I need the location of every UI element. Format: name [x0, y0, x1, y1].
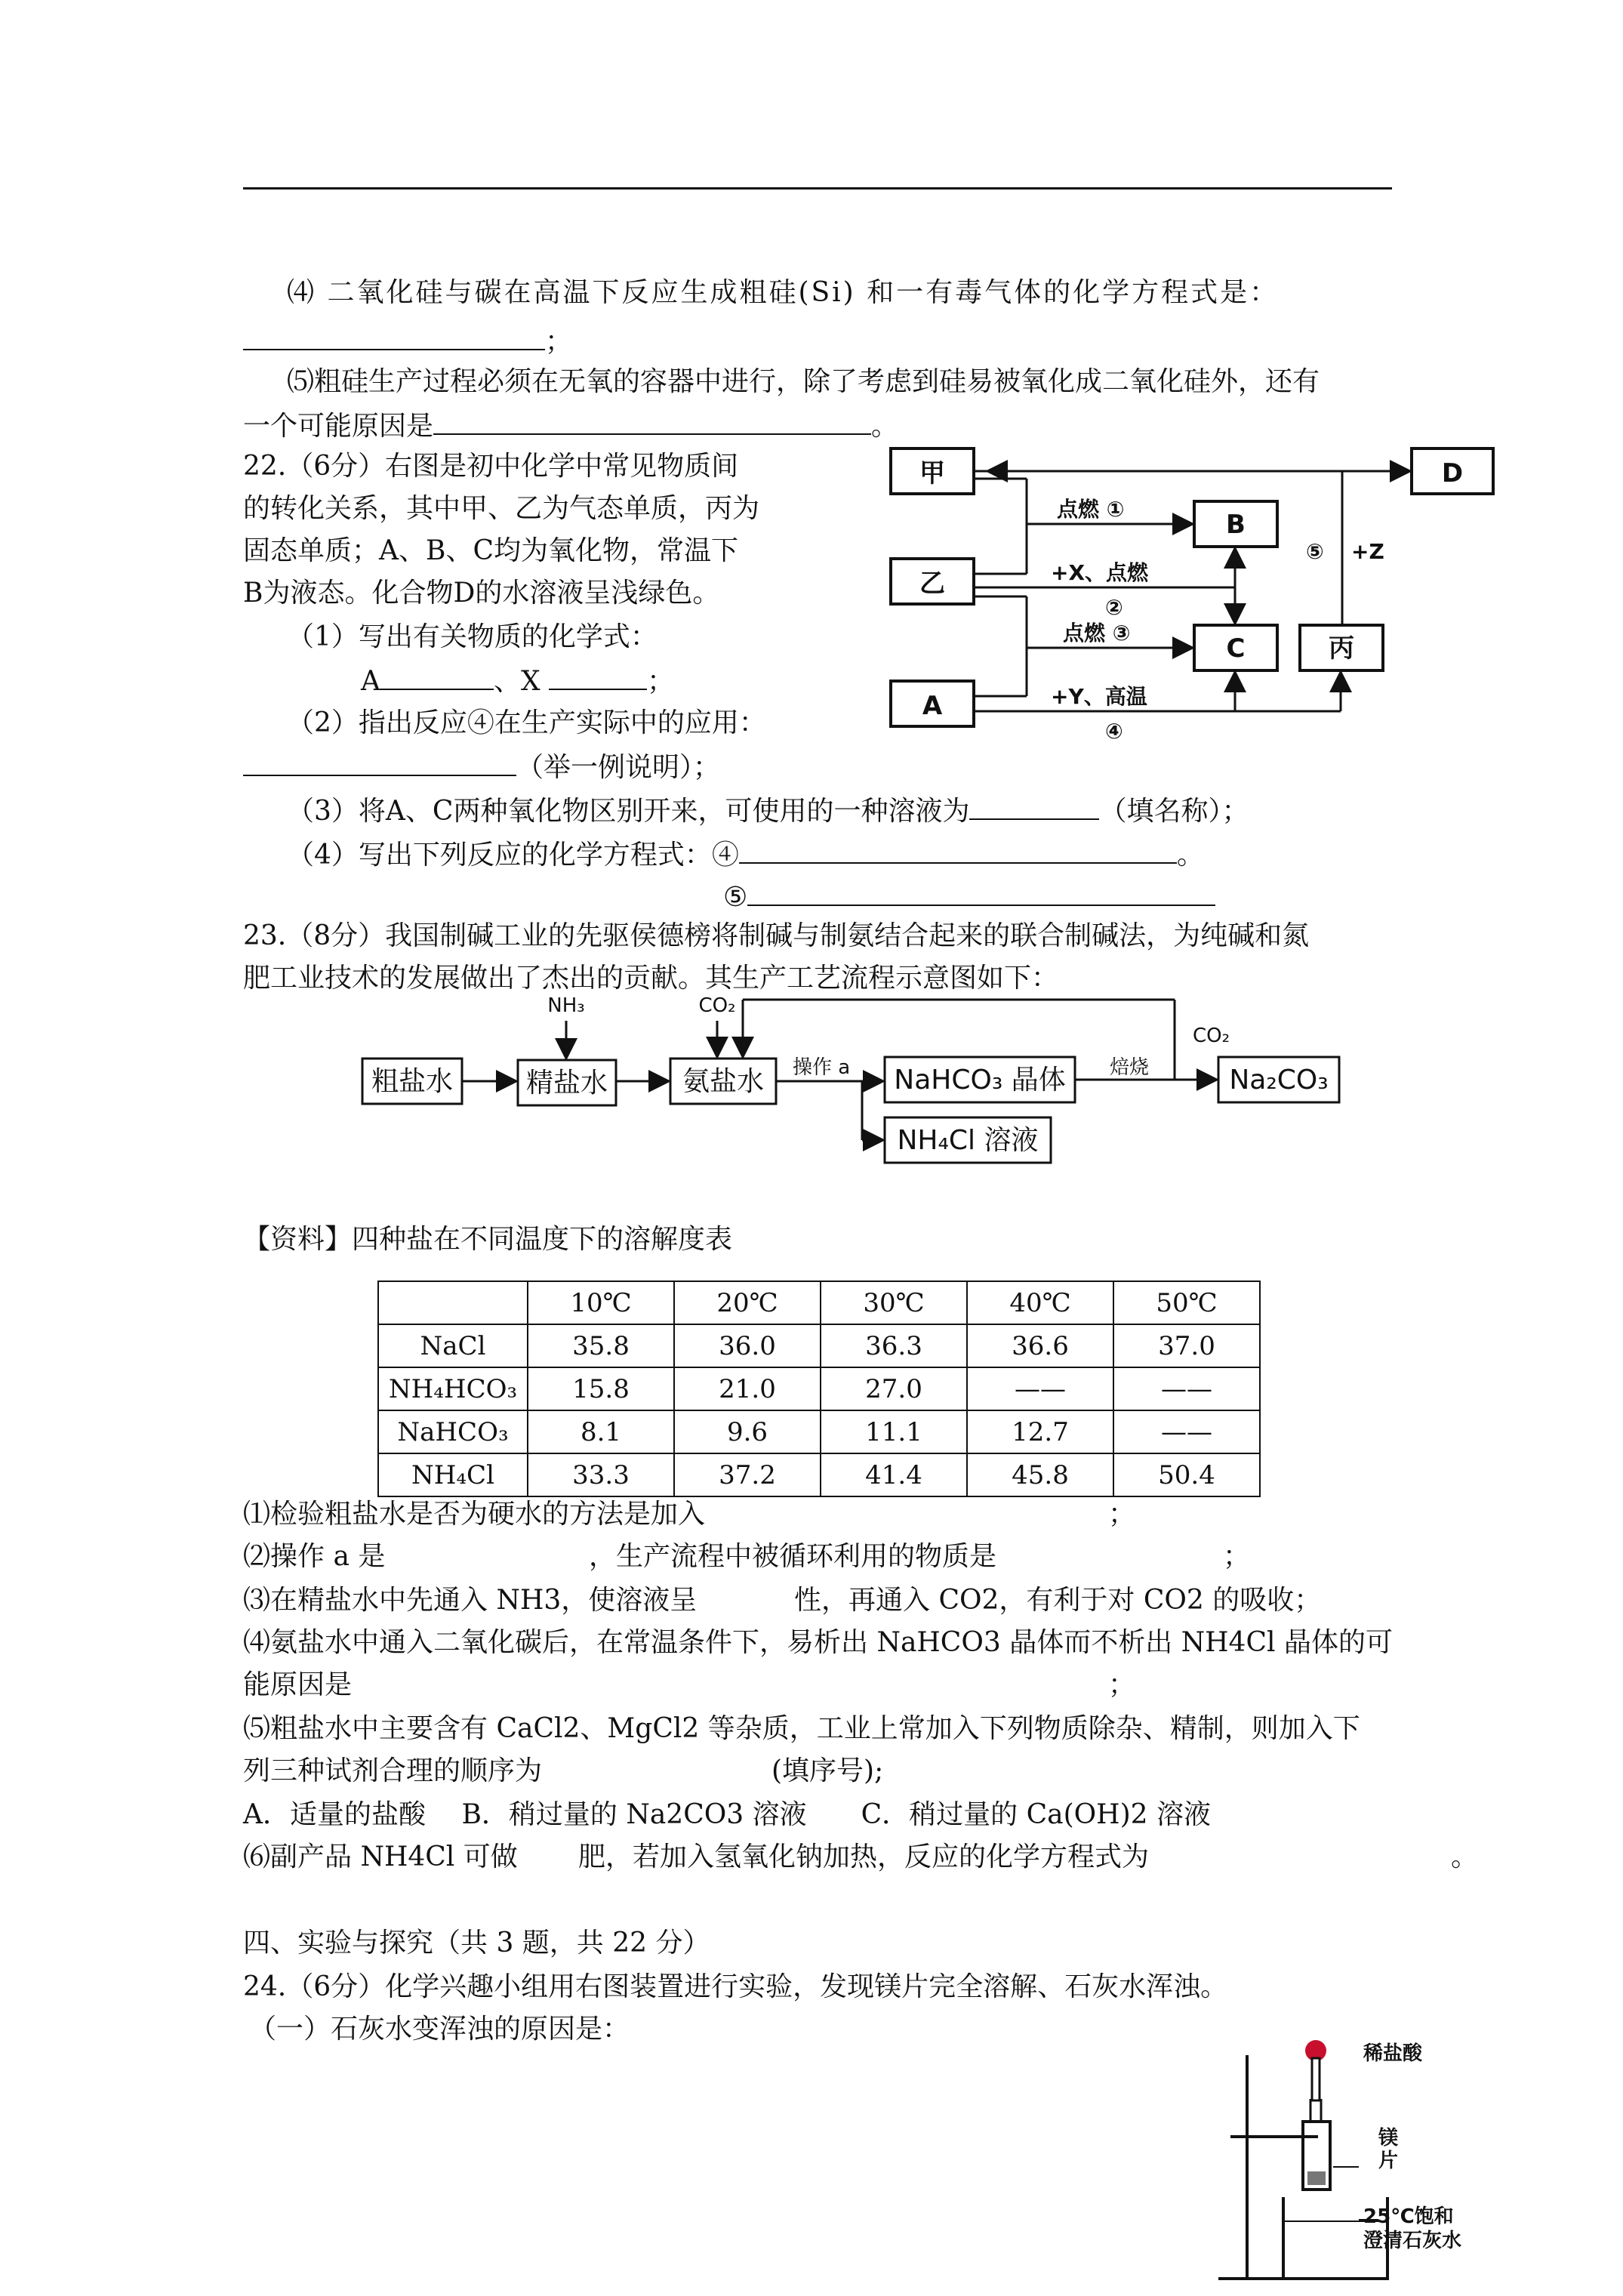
label-roast: 焙烧	[1110, 1056, 1150, 1079]
q22-intro-1: 22.（6分）右图是初中化学中常见物质间	[243, 451, 739, 482]
q23-intro-2: 肥工业技术的发展做出了杰出的贡献。其生产工艺流程示意图如下：	[243, 963, 1059, 994]
label-magnesium-1: 镁	[1378, 2127, 1399, 2150]
q23-sub3-a: ⑶在精盐水中先通入 NH3，使溶液呈	[243, 1585, 698, 1616]
process-flow	[355, 982, 1366, 1170]
table-cell: ——	[967, 1367, 1113, 1410]
table-header-cell: 50℃	[1113, 1281, 1260, 1324]
table-cell: NH₄Cl	[378, 1453, 528, 1496]
section4-title: 四、实验与探究（共 3 题，共 22 分）	[243, 1928, 710, 1959]
q23-sub4-line1: ⑷氨盐水中通入二氧化碳后，在常温条件下，易析出 NaHCO3 晶体而不析出 NH4Cl 晶体的可	[243, 1627, 1393, 1658]
table-cell: 45.8	[967, 1453, 1113, 1496]
label-r1: 点燃 ①	[1057, 497, 1125, 522]
node-crude-brine: 粗盐水	[371, 1066, 454, 1097]
dropper-tube	[1312, 2058, 1320, 2100]
table-row	[378, 1453, 1260, 1496]
q22-intro-2: 的转化关系，其中甲、乙为气态单质，丙为	[243, 493, 760, 524]
table-cell: 36.3	[821, 1324, 967, 1367]
material-title: 【资料】四种盐在不同温度下的溶解度表	[243, 1224, 733, 1255]
label-r5: ⑤	[1306, 539, 1324, 564]
node-nahco3: NaHCO₃ 晶体	[894, 1065, 1066, 1096]
q21-part4: ⑷ 二氧化硅与碳在高温下反应生成粗硅(Si) 和一有毒气体的化学方程式是：	[287, 277, 1280, 308]
table-cell: 12.7	[967, 1410, 1113, 1453]
table-cell: 37.0	[1113, 1324, 1260, 1367]
table-row	[378, 1324, 1260, 1367]
magnesium-strip	[1307, 2171, 1326, 2185]
table-cell: 35.8	[528, 1324, 674, 1367]
table-cell: 36.6	[967, 1324, 1113, 1367]
node-yi: 乙	[919, 569, 945, 599]
table-cell: 41.4	[821, 1453, 967, 1496]
table-cell: NaHCO₃	[378, 1410, 528, 1453]
q23-sub5-options: A．适量的盐酸 B．稍过量的 Na2CO3 溶液 C．稍过量的 Ca(OH)2 溶液	[243, 1799, 1211, 1830]
q23-sub6-a: ⑹副产品 NH4Cl 可做	[243, 1841, 518, 1872]
node-b: B	[1226, 510, 1246, 540]
q23-sub3-b: 性，再通入 CO2，有利于对 CO2 的吸收；	[794, 1585, 1322, 1616]
q22-sub3: （3）将A、C两种氧化物区别开来，可使用的一种溶液为 （填名称）；	[287, 793, 1249, 827]
answer-blank[interactable]	[549, 663, 647, 690]
label-r4-top: +Y、高温	[1051, 684, 1147, 709]
q23-sub5-fill: (填序号);	[771, 1755, 884, 1786]
answer-blank[interactable]	[243, 749, 516, 776]
q23-sub5-line2: 列三种试剂合理的顺序为	[243, 1755, 543, 1786]
table-header-cell: 10℃	[528, 1281, 674, 1324]
q23-sub2-a: ⑵操作 a 是	[243, 1541, 386, 1572]
table-header-cell: 20℃	[674, 1281, 821, 1324]
node-c: C	[1226, 633, 1246, 664]
node-bing: 丙	[1329, 633, 1354, 664]
table-cell: 36.0	[674, 1324, 821, 1367]
node-nh4cl: NH₄Cl 溶液	[897, 1125, 1039, 1156]
label-r2: ②	[1105, 595, 1123, 620]
node-jia: 甲	[919, 458, 945, 488]
node-na2co3: Na₂CO₃	[1229, 1065, 1329, 1096]
q23-sub2-end: ；	[1223, 1541, 1251, 1572]
node-ammonia-brine: 氨盐水	[682, 1066, 765, 1097]
q23-sub6-end: 。	[1451, 1841, 1479, 1872]
q23-sub1-end: ；	[1108, 1499, 1136, 1530]
answer-blank[interactable]	[433, 408, 871, 435]
label-r5-z: +Z	[1351, 539, 1384, 564]
table-row	[378, 1410, 1260, 1453]
solubility-table	[377, 1281, 1261, 1497]
table-cell: 15.8	[528, 1367, 674, 1410]
q23-sub1: ⑴检验粗盐水是否为硬水的方法是加入	[243, 1499, 706, 1530]
q24-intro: 24.（6分）化学兴趣小组用右图装置进行实验，发现镁片完全溶解、石灰水浑浊。	[243, 1971, 1228, 2002]
table-cell: 50.4	[1113, 1453, 1260, 1496]
label-co2-recycle: CO₂	[1193, 1025, 1230, 1047]
node-refined-brine: 精盐水	[525, 1068, 608, 1099]
q22-sub1-answers: A 、X ；	[361, 663, 674, 698]
answer-blank[interactable]	[380, 663, 494, 690]
apparatus-figure	[1208, 2039, 1525, 2288]
answer-blank[interactable]	[243, 323, 545, 350]
q23-sub5-line1: ⑸粗盐水中主要含有 CaCl2、MgCl2 等杂质，工业上常加入下列物质除杂、精制，则加入下	[243, 1713, 1360, 1744]
table-cell: ——	[1113, 1410, 1260, 1453]
table-cell: 9.6	[674, 1410, 821, 1453]
q22-sub4: （4）写出下列反应的化学方程式：④ 。	[287, 837, 1204, 871]
table-cell: 11.1	[821, 1410, 967, 1453]
table-cell: NaCl	[378, 1324, 528, 1367]
q23-sub2-b: ，生产流程中被循环利用的物质是	[589, 1541, 997, 1572]
table-row	[378, 1367, 1260, 1410]
answer-blank[interactable]	[739, 837, 1177, 864]
q23-sub4-end: ；	[1108, 1669, 1136, 1700]
node-a: A	[922, 691, 943, 721]
q23-intro-1: 23.（8分）我国制碱工业的先驱侯德榜将制碱与制氨结合起来的联合制碱法，为纯碱和氮	[243, 920, 1310, 951]
q24-part1: （一）石灰水变浑浊的原因是：	[249, 2014, 630, 2045]
label-dilute-hcl: 稀盐酸	[1363, 2042, 1423, 2065]
header-rule	[243, 187, 1392, 190]
label-operation-a: 操作 a	[793, 1056, 851, 1079]
label-r4: ④	[1105, 719, 1123, 744]
table-cell: 21.0	[674, 1367, 821, 1410]
table-cell: NH₄HCO₃	[378, 1367, 528, 1410]
table-cell: ——	[1113, 1367, 1260, 1410]
table-cell: 8.1	[528, 1410, 674, 1453]
q21-part5-line2: 一个可能原因是 。	[243, 408, 898, 442]
q21-part5-line1: ⑸粗硅生产过程必须在无氧的容器中进行，除了考虑到硅易被氧化成二氧化硅外，还有	[287, 366, 1320, 397]
label-limewater-2: 澄清石灰水	[1363, 2230, 1462, 2252]
answer-blank[interactable]	[747, 879, 1215, 906]
label-nh3: NH₃	[547, 994, 585, 1017]
label-r2-top: +X、点燃	[1051, 560, 1149, 585]
table-header-cell	[378, 1281, 528, 1324]
q22-sub2-answer: （举一例说明）；	[243, 749, 720, 784]
table-cell: 27.0	[821, 1367, 967, 1410]
table-header-row	[378, 1281, 1260, 1324]
table-header-cell: 30℃	[821, 1281, 967, 1324]
q22-intro-4: B为液态。化合物D的水溶液呈浅绿色。	[243, 578, 720, 609]
table-header-cell: 40℃	[967, 1281, 1113, 1324]
q21-part4-answer: ；	[243, 323, 572, 358]
q22-sub1: （1）写出有关物质的化学式：	[287, 621, 658, 652]
label-co2-in: CO₂	[698, 994, 736, 1017]
table-cell: 37.2	[674, 1453, 821, 1496]
table-cell: 33.3	[528, 1453, 674, 1496]
conversion-diagram	[883, 439, 1502, 749]
q22-sub2: （2）指出反应④在生产实际中的应用：	[287, 707, 766, 738]
q23-sub4-line2: 能原因是	[243, 1669, 353, 1700]
node-d: D	[1441, 458, 1464, 488]
q23-sub6-b: 肥，若加入氢氧化钠加热，反应的化学方程式为	[578, 1841, 1150, 1872]
label-magnesium-2: 片	[1378, 2150, 1399, 2172]
label-limewater-1: 25℃饱和	[1363, 2205, 1454, 2228]
q22-sub4-eq5: ⑤	[723, 879, 1215, 914]
answer-blank[interactable]	[969, 793, 1099, 820]
q22-intro-3: 固态单质；A、B、C均为氧化物，常温下	[243, 535, 738, 566]
label-r3: 点燃 ③	[1063, 621, 1131, 646]
